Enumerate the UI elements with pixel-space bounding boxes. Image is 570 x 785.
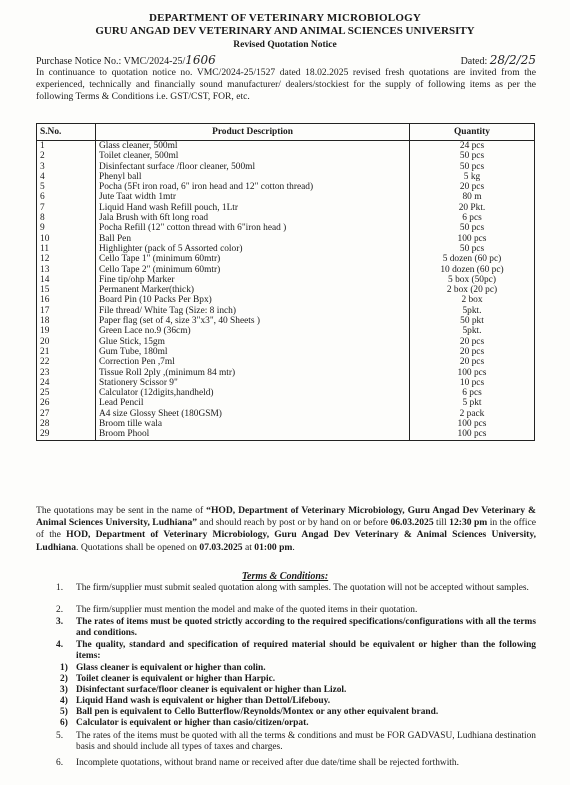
table-row — [37, 182, 535, 192]
row-description: Disinfectant surface /floor cleaner, 500ml — [96, 162, 410, 172]
row-quantity: 20 pcs — [410, 357, 535, 367]
opening-date: 07.03.2025 — [199, 541, 243, 553]
row-description: Gum Tube, 180ml — [96, 347, 410, 357]
row-description: Broom Phool — [96, 429, 410, 440]
row-sno: 7 — [37, 203, 96, 213]
table-row — [37, 357, 535, 367]
dated-label: Dated: — [460, 56, 488, 67]
col-header-sno: S.No. — [37, 124, 96, 141]
condition-4-text: The quality, standard and specification of required material should be equivalent or higher than the following items: — [76, 640, 536, 661]
table-row — [37, 429, 535, 440]
table-row — [37, 337, 535, 347]
row-sno: 3 — [37, 162, 96, 172]
row-quantity: 50 pcs — [410, 223, 535, 233]
sub-item-3-text: Disinfectant surface/floor cleaner is equivalent or higher than Lizol. — [76, 685, 347, 695]
table-row — [37, 172, 535, 182]
row-sno: 29 — [37, 429, 96, 440]
row-quantity: 5 box (50pc) — [410, 275, 535, 285]
row-quantity: 5pkt. — [410, 326, 535, 336]
row-quantity: 24 pcs — [410, 141, 535, 152]
notice-title: Revised Quotation Notice — [233, 40, 337, 50]
condition-5: 5. The rates of the items must be quoted with all the terms & conditions and must be FOR GADVASU, Ludhiana destination basis and should include all types of taxes and charges. — [56, 731, 536, 752]
row-quantity: 10 dozen (60 pc) — [410, 265, 535, 275]
condition-6: 6. Incomplete quotations, without brand name or received after due date/time shall be rejected forthwith. — [36, 758, 536, 769]
row-quantity: 20 pcs — [410, 347, 535, 357]
row-sno: 21 — [37, 347, 96, 357]
table-row — [37, 203, 535, 213]
table-row — [37, 151, 535, 161]
row-description: Ball Pen — [96, 234, 410, 244]
table-row — [37, 275, 535, 285]
row-sno: 5 — [37, 182, 96, 192]
table-header-row — [37, 124, 535, 141]
row-quantity: 5 pkt — [410, 398, 535, 408]
university-heading: GURU ANGAD DEV VETERINARY AND ANIMAL SCIENCES UNIVERSITY — [95, 25, 475, 37]
sub-item-4-text: Liquid Hand wash is equivalent or higher than Dettol/Lifebouy. — [76, 696, 331, 706]
due-date: 06.03.2025 — [390, 517, 434, 529]
row-sno: 23 — [37, 368, 96, 378]
condition-3-text: The rates of items must be quoted strictly according to the required specifications/configurations with all the terms and conditions. — [76, 617, 536, 638]
items-table — [36, 123, 535, 441]
row-sno: 25 — [37, 388, 96, 398]
row-quantity: 5pkt. — [410, 306, 535, 316]
handwritten-notice-number: 1606 — [185, 53, 216, 67]
closing-paragraph — [36, 505, 536, 554]
sub-item-5-text: Ball pen is equivalent to Cello Butterflow/Reynolds/Montex or any other equivalent brand. — [76, 707, 439, 717]
row-quantity: 2 pack — [410, 409, 535, 419]
row-sno: 13 — [37, 265, 96, 275]
row-sno: 2 — [37, 151, 96, 161]
items-table-body — [37, 141, 535, 441]
row-quantity: 50 pcs — [410, 244, 535, 254]
closing-text-7: . — [292, 541, 295, 553]
row-description: Board Pin (10 Packs Per Bpx) — [96, 295, 410, 305]
closing-text-1: The quotations may be sent in the name of — [36, 505, 207, 516]
row-sno: 8 — [37, 213, 96, 223]
condition-2-text: The firm/supplier must mention the model and make of the quoted items in their quotation. — [76, 605, 418, 615]
row-sno: 22 — [37, 357, 96, 367]
row-quantity: 6 pcs — [410, 388, 535, 398]
row-sno: 15 — [37, 285, 96, 295]
row-description: Lead Pencil — [96, 398, 410, 408]
row-quantity: 20 pcs — [410, 337, 535, 347]
row-quantity: 50 pcs — [410, 162, 535, 172]
row-sno: 1 — [37, 141, 96, 152]
table-row — [37, 306, 535, 316]
row-description: A4 size Glossy Sheet (180GSM) — [96, 409, 410, 419]
table-row — [37, 316, 535, 326]
table-row — [37, 244, 535, 254]
row-sno: 19 — [37, 326, 96, 336]
row-quantity: 5 dozen (60 pc) — [410, 254, 535, 264]
condition-4: 4. The quality, standard and specification of required material should be equivalent or higher than the following items: — [56, 640, 536, 661]
row-quantity: 100 pcs — [410, 234, 535, 244]
dated-field — [461, 53, 536, 67]
table-row — [37, 254, 535, 264]
row-sno: 18 — [37, 316, 96, 326]
closing-text-5: . Quotations shall be opened on — [76, 541, 200, 553]
row-description: Correction Pen ,7ml — [96, 357, 410, 367]
col-header-description: Product Description — [96, 124, 410, 141]
row-description: Highlighter (pack of 5 Assorted color) — [96, 244, 410, 254]
row-quantity: 80 m — [410, 192, 535, 202]
table-row — [37, 141, 535, 152]
row-description: Cello Tape 1" (minimum 60mtr) — [96, 254, 410, 264]
row-quantity: 2 box — [410, 295, 535, 305]
addressee-name: “HOD, Department of Veterinary Microbiology, Guru Angad Dev Veterinary & Animal Sciences University, Ludhiana” — [36, 505, 537, 529]
row-description: Jute Taat width 1mtr — [96, 192, 410, 202]
sub-item-6-text: Calculator is equivalent or higher than casio/citizen/orpat. — [76, 718, 309, 728]
table-row — [37, 388, 535, 398]
sub-item-5: 5) Ball pen is equivalent to Cello Butterflow/Reynolds/Montex or any other equivalent brand. — [60, 707, 439, 717]
row-description: Green Lace no.9 (36cm) — [96, 326, 410, 336]
row-description: Stationery Scissor 9" — [96, 378, 410, 388]
row-sno: 28 — [37, 419, 96, 429]
row-sno: 6 — [37, 192, 96, 202]
closing-text-2: and should reach by post or by hand on or before — [197, 517, 391, 529]
row-description: Pocha Refill (12" cotton thread with 6"iron head ) — [96, 223, 410, 233]
row-quantity: 100 pcs — [410, 419, 535, 429]
table-row — [37, 326, 535, 336]
closing-text-3: till — [433, 517, 450, 529]
row-quantity: 2 box (20 pc) — [410, 285, 535, 295]
sub-item-6: 6) Calculator is equivalent or higher than casio/citizen/orpat. — [60, 718, 309, 728]
table-row — [37, 378, 535, 388]
row-description: Liquid Hand wash Refill pouch, 1Ltr — [96, 203, 410, 213]
row-sno: 26 — [37, 398, 96, 408]
row-sno: 10 — [37, 234, 96, 244]
row-description: Calculator (12digits,handheld) — [96, 388, 410, 398]
notice-number-row — [36, 53, 536, 67]
row-sno: 17 — [37, 306, 96, 316]
sub-item-4: 4) Liquid Hand wash is equivalent or higher than Dettol/Lifebouy. — [60, 696, 331, 706]
table-row — [37, 285, 535, 295]
handwritten-date: 28/2/25 — [489, 53, 536, 67]
row-description: Permanent Marker(thick) — [96, 285, 410, 295]
condition-6-text: Incomplete quotations, without brand name or received after due date/time shall be rejected forthwith. — [76, 758, 459, 768]
row-sno: 11 — [37, 244, 96, 254]
row-sno: 16 — [37, 295, 96, 305]
office-name: HOD, Department of Veterinary Microbiology, Guru Angad Dev Veterinary & Animal Sciences University, Ludhiana — [36, 529, 536, 553]
row-description: Fine tip/ohp Marker — [96, 275, 410, 285]
row-quantity: 20 pcs — [410, 182, 535, 192]
row-sno: 4 — [37, 172, 96, 182]
sub-item-3: 3) Disinfectant surface/floor cleaner is equivalent or higher than Lizol. — [60, 685, 347, 695]
condition-1-text: The firm/supplier must submit sealed quotation along with samples. The quotation will not be accepted without samples. — [76, 583, 529, 593]
condition-2: 2. The firm/supplier must mention the model and make of the quoted items in their quotation. — [36, 605, 536, 616]
row-quantity: 50 pkt — [410, 316, 535, 326]
row-description: Glue Stick, 15gm — [96, 337, 410, 347]
table-row — [37, 419, 535, 429]
row-description: Pocha (5Ft iron road, 6" iron head and 12" cotton thread) — [96, 182, 410, 192]
closing-text-6: at — [242, 541, 255, 553]
opening-time: 01:00 pm — [254, 541, 293, 553]
table-row — [37, 295, 535, 305]
table-row — [37, 234, 535, 244]
condition-1: 1. The firm/supplier must submit sealed quotation along with samples. The quotation will not be accepted without samples. — [36, 583, 536, 605]
row-description: Toilet cleaner, 500ml — [96, 151, 410, 161]
table-row — [37, 223, 535, 233]
row-sno: 9 — [37, 223, 96, 233]
table-row — [37, 347, 535, 357]
table-row — [37, 398, 535, 408]
row-description: Glass cleaner, 500ml — [96, 141, 410, 152]
row-quantity: 10 pcs — [410, 378, 535, 388]
condition-3: 3. The rates of items must be quoted strictly according to the required specifications/configurations with all the terms and conditions. — [56, 617, 536, 638]
row-sno: 12 — [37, 254, 96, 264]
sub-item-2: 2) Toilet cleaner is equivalent or higher than Harpic. — [60, 674, 276, 684]
row-quantity: 20 Pkt. — [410, 203, 535, 213]
row-sno: 27 — [37, 409, 96, 419]
row-quantity: 6 pcs — [410, 213, 535, 223]
row-quantity: 50 pcs — [410, 151, 535, 161]
sub-item-1: 1) Glass cleaner is equivalent or higher than colin. — [60, 663, 266, 673]
sub-item-1-text: Glass cleaner is equivalent or higher than colin. — [76, 663, 266, 673]
condition-5-text: The rates of the items must be quoted with all the terms & conditions and must be FOR GADVASU, Ludhiana destination basis and should include all types of taxes and charges. — [76, 731, 536, 752]
row-sno: 24 — [37, 378, 96, 388]
terms-title: Terms & Conditions: — [241, 571, 329, 582]
table-row — [37, 265, 535, 275]
row-sno: 20 — [37, 337, 96, 347]
row-description: Jala Brush with 6ft long road — [96, 213, 410, 223]
col-header-quantity: Quantity — [410, 124, 535, 141]
table-row — [37, 368, 535, 378]
department-heading: DEPARTMENT OF VETERINARY MICROBIOLOGY — [149, 12, 421, 24]
row-description: Tissue Roll 2ply ,(minimum 84 mtr) — [96, 368, 410, 378]
row-quantity: 100 pcs — [410, 429, 535, 440]
row-description: Phenyl ball — [96, 172, 410, 182]
sub-item-2-text: Toilet cleaner is equivalent or higher than Harpic. — [76, 674, 276, 684]
table-row — [37, 409, 535, 419]
notice-label: Purchase Notice No.: VMC/2024-25/ — [36, 56, 186, 67]
table-row — [37, 162, 535, 172]
row-quantity: 100 pcs — [410, 368, 535, 378]
row-sno: 14 — [37, 275, 96, 285]
row-quantity: 5 kg — [410, 172, 535, 182]
row-description: Cello Tape 2" (minimum 60mtr) — [96, 265, 410, 275]
row-description: Broom tille wala — [96, 419, 410, 429]
due-time: 12:30 pm — [449, 517, 488, 529]
closing-text-4: in the office of the — [36, 517, 536, 541]
table-row — [37, 213, 535, 223]
row-description: File thread/ White Tag (Size: 8 inch) — [96, 306, 410, 316]
intro-paragraph: In continuance to quotation notice no. VMC/2024-25/1527 dated 18.02.2025 revised fresh quotations are invited from the experienced, technically and financially sound manufacturer/ dealers/stockiest for the supply of following items as per the following Terms & Conditions i.e. GST/CST, FOR, etc. — [36, 67, 536, 103]
row-description: Paper flag (set of 4, size 3"x3", 40 Sheets ) — [96, 316, 410, 326]
table-row — [37, 192, 535, 202]
